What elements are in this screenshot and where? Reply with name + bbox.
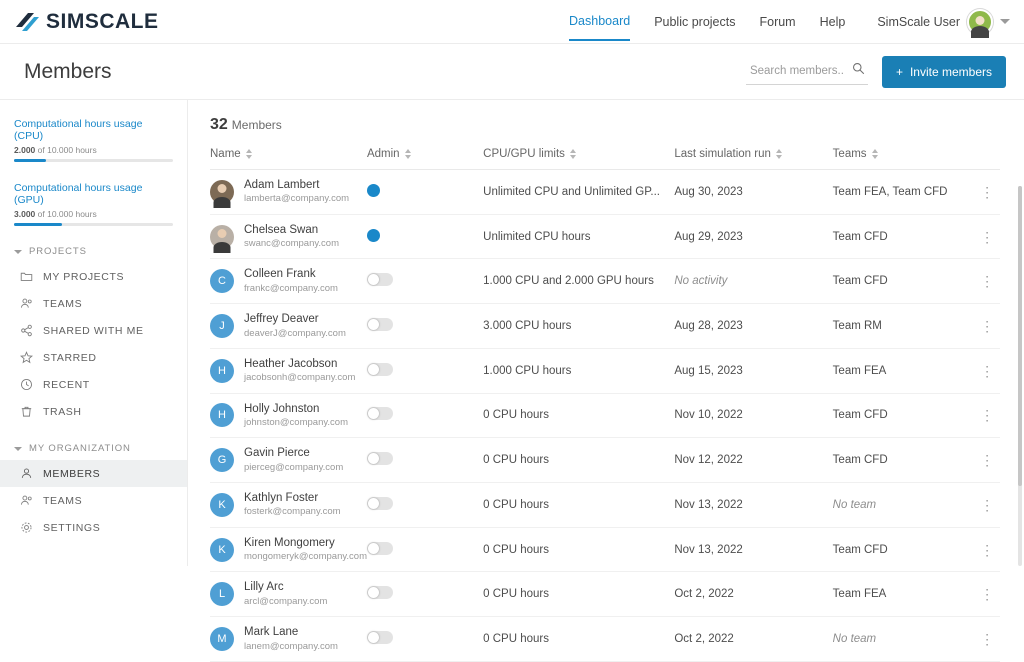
search-box[interactable] (746, 58, 868, 85)
cell-admin (367, 438, 483, 483)
scrollbar[interactable] (1018, 186, 1022, 566)
cell-teams: Team FEA, Team CFD (833, 170, 975, 215)
cell-name (210, 438, 367, 483)
cell-teams: Team CFD (833, 214, 975, 259)
cell-teams: Team FEA (833, 572, 975, 617)
sidebar-item-org-teams[interactable] (0, 487, 187, 514)
usage-gpu-bar (14, 223, 173, 226)
cell-teams: Team FEA (833, 348, 975, 393)
page-header (0, 44, 1024, 100)
member-email: fosterk@company.com (244, 506, 341, 518)
cell-admin (367, 170, 483, 215)
table-row[interactable] (210, 214, 1000, 259)
topnav-help[interactable]: Help (819, 15, 846, 29)
cell-actions[interactable] (974, 304, 1000, 349)
page-header-actions (746, 56, 1006, 88)
row-menu-icon[interactable]: ⋮ (980, 586, 995, 603)
sort-icon[interactable] (776, 149, 782, 159)
avatar: J (210, 314, 234, 338)
sidebar-item-org-teams-label: TEAMS (43, 494, 83, 507)
cell-actions[interactable] (974, 572, 1000, 617)
usage-cpu-used: 2.000 (14, 145, 36, 155)
table-row[interactable] (210, 170, 1000, 215)
cell-name (210, 527, 367, 572)
member-name: Adam Lambert (244, 179, 320, 191)
usage-gpu-value (14, 209, 173, 219)
column-limits-label: CPU/GPU limits (483, 148, 565, 160)
cell-teams: No team (833, 483, 975, 528)
row-menu-icon[interactable]: ⋮ (980, 318, 995, 335)
sidebar-item-members[interactable] (0, 460, 187, 487)
cell-actions[interactable] (974, 348, 1000, 393)
member-email: johnston@company.com (244, 416, 348, 428)
sidebar-section-projects-label: PROJECTS (29, 246, 87, 257)
members-table-body (210, 170, 1000, 662)
sort-icon[interactable] (872, 149, 878, 159)
cell-name (210, 304, 367, 349)
plus-icon: + (895, 64, 903, 79)
member-name: Colleen Frank (244, 268, 316, 281)
cell-last-run: No activity (674, 259, 832, 304)
search-icon[interactable] (852, 62, 865, 80)
table-row[interactable] (210, 259, 1000, 304)
cell-last-run: Oct 2, 2022 (674, 617, 832, 662)
sidebar-item-starred[interactable] (0, 344, 187, 371)
avatar (210, 225, 234, 249)
usage-cpu-label: Computational hours usage (CPU) (14, 118, 143, 142)
table-row[interactable] (210, 393, 1000, 438)
usage-gpu-used: 3.000 (14, 209, 36, 219)
cell-last-run: Aug 29, 2023 (674, 214, 832, 259)
cell-teams: Team RM (833, 304, 975, 349)
column-admin[interactable] (367, 148, 483, 170)
table-row[interactable] (210, 617, 1000, 662)
admin-toggle-off[interactable] (367, 452, 393, 465)
member-name: Mark Lane (244, 626, 299, 639)
cell-admin (367, 572, 483, 617)
admin-toggle-off[interactable] (367, 363, 393, 376)
cell-limits: Unlimited CPU hours (483, 214, 674, 259)
sidebar-item-trash-label: TRASH (43, 405, 82, 418)
member-name: Gavin Pierce (244, 447, 310, 460)
cell-last-run: Aug 28, 2023 (674, 304, 832, 349)
cell-limits: 0 CPU hours (483, 572, 674, 617)
member-name: Holly Johnston (244, 402, 320, 415)
sidebar-item-recent[interactable] (0, 371, 187, 398)
sidebar-item-teams-projects-label: TEAMS (43, 297, 83, 310)
cell-limits: 1.000 CPU and 2.000 GPU hours (483, 259, 674, 304)
avatar: K (210, 493, 234, 517)
page-title: Members (24, 59, 112, 83)
cell-teams: Team CFD (833, 527, 975, 572)
cell-last-run: Nov 10, 2022 (674, 393, 832, 438)
members-table (210, 148, 1000, 662)
member-name: Kiren Mongomery (244, 536, 335, 549)
column-last-run-label: Last simulation run (674, 148, 771, 160)
person-icon (20, 467, 33, 480)
cell-actions[interactable] (974, 438, 1000, 483)
member-name: Kathlyn Foster (244, 492, 319, 505)
table-row[interactable] (210, 527, 1000, 572)
member-name: Chelsea Swan (244, 223, 319, 236)
logo-text: SIMSCALE (46, 9, 159, 33)
search-input[interactable] (748, 64, 846, 78)
admin-toggle-off[interactable] (367, 497, 393, 510)
gear-icon (20, 521, 33, 534)
member-email: pierceg@company.com (244, 461, 344, 473)
sort-icon[interactable] (405, 149, 411, 159)
table-row[interactable] (210, 483, 1000, 528)
cell-name (210, 483, 367, 528)
cell-actions[interactable] (974, 483, 1000, 528)
sidebar-item-trash[interactable] (0, 398, 187, 425)
avatar: C (210, 269, 234, 293)
member-email: arcl@company.com (244, 595, 328, 607)
member-email: swanc@company.com (244, 238, 339, 250)
invite-members-label: Invite members (909, 64, 992, 79)
cell-actions[interactable] (974, 214, 1000, 259)
sidebar-item-my-projects-label: MY PROJECTS (43, 270, 125, 283)
usage-gpu-label: Computational hours usage (GPU) (14, 182, 143, 206)
table-row[interactable] (210, 304, 1000, 349)
usage-cpu (0, 112, 187, 164)
cell-name (210, 170, 367, 215)
sidebar-item-settings-label: SETTINGS (43, 521, 101, 534)
cell-actions[interactable] (974, 393, 1000, 438)
folder-icon (20, 270, 33, 283)
member-email: jacobsonh@company.com (244, 372, 356, 384)
cell-admin (367, 483, 483, 528)
sort-icon[interactable] (570, 149, 576, 159)
sidebar-item-members-label: MEMBERS (43, 467, 101, 480)
scrollbar-thumb[interactable] (1018, 186, 1022, 486)
member-email: mongomeryk@company.com (244, 551, 367, 563)
cell-teams: Team CFD (833, 259, 975, 304)
logo[interactable] (14, 10, 159, 34)
row-menu-icon[interactable]: ⋮ (980, 362, 995, 379)
main-content (188, 100, 1024, 652)
sidebar-item-shared-with-me-label: SHARED WITH ME (43, 324, 144, 337)
cell-admin (367, 304, 483, 349)
column-name[interactable] (210, 148, 367, 170)
member-name: Jeffrey Deaver (244, 313, 319, 326)
cell-teams: Team CFD (833, 438, 975, 483)
share-icon (20, 324, 33, 337)
avatar: L (210, 582, 234, 606)
people-icon (20, 494, 33, 507)
admin-toggle-off[interactable] (367, 631, 393, 644)
column-teams-label: Teams (832, 148, 867, 160)
cell-last-run: Nov 13, 2022 (674, 483, 832, 528)
member-count-label: Members (231, 118, 282, 132)
table-row[interactable] (210, 438, 1000, 483)
trash-icon (20, 405, 33, 418)
avatar: H (210, 359, 234, 383)
clock-icon (20, 378, 33, 391)
sidebar-section-my-organization[interactable] (0, 433, 187, 460)
cell-limits: 3.000 CPU hours (483, 304, 674, 349)
sidebar (0, 100, 188, 566)
cell-actions[interactable] (974, 527, 1000, 572)
cell-limits: 0 CPU hours (483, 617, 674, 662)
column-teams[interactable] (833, 148, 975, 170)
admin-toggle-off[interactable] (367, 407, 393, 420)
member-name: Lilly Arc (244, 581, 284, 594)
topnav-dashboard[interactable]: Dashboard (569, 2, 630, 41)
invite-members-button[interactable] (882, 56, 1006, 88)
chevron-down-icon[interactable] (1000, 19, 1010, 24)
admin-toggle-on[interactable] (367, 184, 380, 197)
chevron-down-icon (14, 447, 22, 451)
cell-name (210, 572, 367, 617)
admin-toggle-off[interactable] (367, 273, 393, 286)
cell-name (210, 214, 367, 259)
people-icon (20, 297, 33, 310)
topnav-public-projects[interactable]: Public projects (654, 15, 736, 29)
simscale-logo-icon (14, 11, 40, 33)
row-menu-icon[interactable]: ⋮ (980, 631, 995, 648)
admin-toggle-off[interactable] (367, 318, 393, 331)
avatar: M (210, 627, 234, 651)
cell-teams: Team CFD (833, 393, 975, 438)
top-bar (0, 0, 1024, 44)
sidebar-item-settings[interactable] (0, 514, 187, 541)
usage-cpu-bar (14, 159, 173, 162)
row-menu-icon[interactable]: ⋮ (980, 496, 995, 513)
cell-teams: No team (833, 617, 975, 662)
column-actions (974, 148, 1000, 170)
usage-gpu (0, 176, 187, 228)
cell-last-run: Aug 15, 2023 (674, 348, 832, 393)
admin-toggle-on[interactable] (367, 229, 380, 242)
sidebar-section-my-organization-label: MY ORGANIZATION (29, 443, 131, 454)
cell-name (210, 393, 367, 438)
cell-last-run: Nov 13, 2022 (674, 527, 832, 572)
top-nav (569, 2, 1010, 41)
row-menu-icon[interactable]: ⋮ (980, 183, 995, 200)
cell-admin (367, 617, 483, 662)
cell-limits: 0 CPU hours (483, 438, 674, 483)
usage-gpu-total: of 10.000 hours (37, 209, 97, 219)
cell-admin (367, 259, 483, 304)
usage-cpu-total: of 10.000 hours (37, 145, 97, 155)
star-icon (20, 351, 33, 364)
avatar: K (210, 538, 234, 562)
cell-limits: 1.000 CPU hours (483, 348, 674, 393)
cell-limits: 0 CPU hours (483, 527, 674, 572)
row-menu-icon[interactable]: ⋮ (980, 541, 995, 558)
avatar: H (210, 403, 234, 427)
sidebar-item-shared-with-me[interactable] (0, 317, 187, 344)
cell-admin (367, 348, 483, 393)
cell-admin (367, 214, 483, 259)
member-email: deaverJ@company.com (244, 327, 346, 339)
row-menu-icon[interactable]: ⋮ (980, 452, 995, 469)
members-table-head (210, 148, 1000, 170)
member-name: Heather Jacobson (244, 357, 338, 370)
body (0, 100, 1024, 652)
user-menu[interactable] (877, 9, 1010, 35)
sidebar-item-teams-projects[interactable] (0, 290, 187, 317)
avatar (210, 180, 234, 204)
cell-last-run: Aug 30, 2023 (674, 170, 832, 215)
cell-actions[interactable] (974, 170, 1000, 215)
cell-name (210, 617, 367, 662)
member-count-number: 32 (210, 116, 228, 133)
column-admin-label: Admin (366, 148, 400, 160)
cell-admin (367, 393, 483, 438)
cell-admin (367, 527, 483, 572)
column-last-run[interactable] (674, 148, 832, 170)
row-menu-icon[interactable]: ⋮ (980, 407, 995, 424)
cell-limits: Unlimited CPU and Unlimited GP... (483, 170, 674, 215)
member-email: frankc@company.com (244, 282, 338, 294)
cell-name (210, 348, 367, 393)
cell-last-run: Nov 12, 2022 (674, 438, 832, 483)
cell-name (210, 259, 367, 304)
cell-actions[interactable] (974, 617, 1000, 662)
sidebar-item-recent-label: RECENT (43, 378, 90, 391)
sidebar-item-my-projects[interactable] (0, 263, 187, 290)
chevron-down-icon (14, 250, 22, 254)
cell-actions[interactable] (974, 259, 1000, 304)
member-email: lamberta@company.com (244, 193, 350, 205)
admin-toggle-off[interactable] (367, 542, 393, 555)
topnav-forum[interactable]: Forum (759, 15, 796, 29)
table-row[interactable] (210, 572, 1000, 617)
column-name-label: Name (210, 148, 241, 160)
sidebar-section-projects[interactable] (0, 236, 187, 263)
avatar (967, 9, 993, 35)
sidebar-item-starred-label: STARRED (43, 351, 97, 364)
usage-cpu-value (14, 145, 173, 155)
avatar: G (210, 448, 234, 472)
column-limits[interactable] (483, 148, 674, 170)
sort-icon[interactable] (246, 149, 252, 159)
cell-limits: 0 CPU hours (483, 483, 674, 528)
admin-toggle-off[interactable] (367, 586, 393, 599)
user-name: SimScale User (877, 14, 960, 29)
cell-limits: 0 CPU hours (483, 393, 674, 438)
table-row[interactable] (210, 348, 1000, 393)
row-menu-icon[interactable]: ⋮ (980, 228, 995, 245)
row-menu-icon[interactable]: ⋮ (980, 273, 995, 290)
member-email: lanem@company.com (244, 640, 338, 652)
member-count (210, 116, 1000, 134)
cell-last-run: Oct 2, 2022 (674, 572, 832, 617)
